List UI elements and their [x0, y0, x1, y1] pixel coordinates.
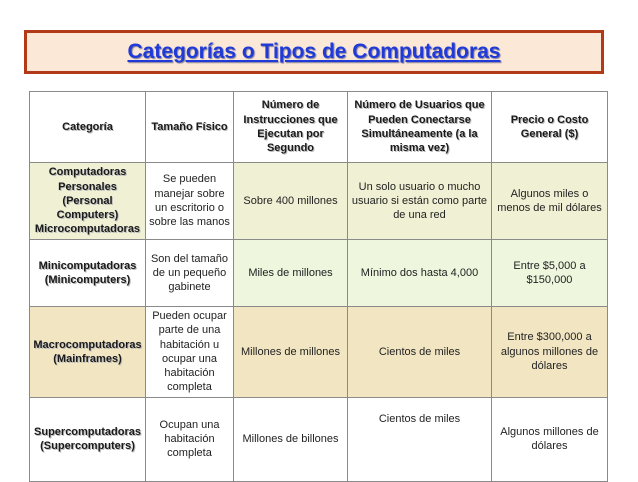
table-row [30, 163, 608, 240]
table-row [30, 307, 608, 398]
computer-categories-table [29, 91, 608, 482]
cell-instrucciones: Miles de millones [234, 240, 348, 307]
cell-precio: Entre $5,000 a $150,000 [492, 240, 608, 307]
cell-tamano: Se pueden manejar sobre un escritorio o sobre las manos [146, 163, 234, 240]
title-banner [24, 30, 604, 74]
header-categoria: Categoría [30, 92, 146, 163]
cell-usuarios: Mínimo dos hasta 4,000 [348, 240, 492, 307]
cell-precio: Algunos miles o menos de mil dólares [492, 163, 608, 240]
cell-instrucciones: Sobre 400 millones [234, 163, 348, 240]
cell-tamano: Ocupan una habitación completa [146, 397, 234, 481]
header-precio: Precio o Costo General ($) [492, 92, 608, 163]
header-tamano: Tamaño Físico [146, 92, 234, 163]
page-title: Categorías o Tipos de Computadoras [127, 40, 501, 63]
cell-usuarios: Cientos de miles [348, 307, 492, 398]
table-row [30, 397, 608, 481]
cell-categoria: Supercomputadoras (Supercomputers) [30, 397, 146, 481]
cell-instrucciones: Millones de billones [234, 397, 348, 481]
cell-tamano: Pueden ocupar parte de una habitación u ocupar una habitación completa [146, 307, 234, 398]
cell-instrucciones: Millones de millones [234, 307, 348, 398]
cell-usuarios: Cientos de miles [348, 397, 492, 481]
cell-categoria: Computadoras Personales (Personal Computers) Microcomputadoras [30, 163, 146, 240]
header-usuarios: Número de Usuarios que Pueden Conectarse Simultáneamente (a la misma vez) [348, 92, 492, 163]
cell-categoria: Minicomputadoras (Minicomputers) [30, 240, 146, 307]
cell-usuarios: Un solo usuario o mucho usuario si están como parte de una red [348, 163, 492, 240]
cell-precio: Entre $300,000 a algunos millones de dólares [492, 307, 608, 398]
cell-categoria: Macrocomputadoras (Mainframes) [30, 307, 146, 398]
header-instrucciones: Número de Instrucciones que Ejecutan por Segundo [234, 92, 348, 163]
cell-precio: Algunos millones de dólares [492, 397, 608, 481]
cell-tamano: Son del tamaño de un pequeño gabinete [146, 240, 234, 307]
table-header-row [30, 92, 608, 163]
table-row [30, 240, 608, 307]
